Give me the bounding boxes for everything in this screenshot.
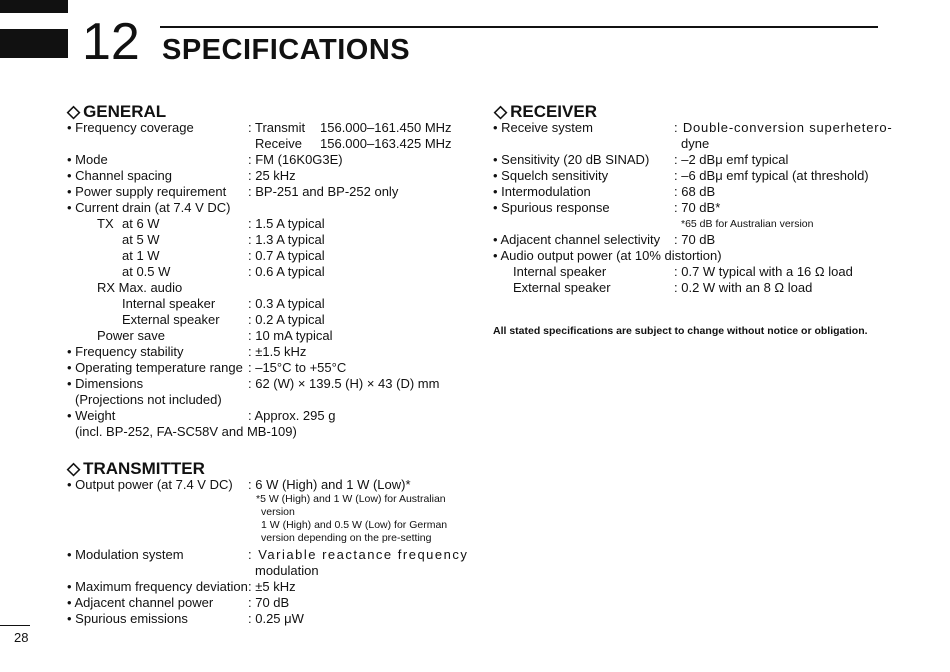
rx-int-value: : 0.7 W typical with a 16 Ω load [674, 264, 853, 279]
general-row-value: : Approx. 295 g [248, 408, 336, 423]
general-row-value: : Transmit [248, 120, 306, 135]
tx-spur-label: • Spurious emissions [67, 611, 188, 626]
tx-output-value: : 6 W (High) and 1 W (Low)* [248, 477, 411, 492]
general-row-sublabel: at 0.5 W [122, 264, 171, 279]
rx-int-label: Internal speaker [513, 264, 607, 279]
tx-note: version [261, 506, 295, 518]
general-row-value: : 62 (W) × 139.5 (H) × 43 (D) mm [248, 376, 440, 391]
rx-sens-value: : –2 dBμ emf typical [674, 152, 789, 167]
general-row-value: : 10 mA typical [248, 328, 333, 343]
page-number: 28 [14, 630, 29, 645]
general-row-value: : 25 kHz [248, 168, 296, 183]
rx-ext-value: : 0.2 W with an 8 Ω load [674, 280, 813, 295]
general-row-value: : –15°C to +55°C [248, 360, 347, 375]
disclaimer: All stated specifications are subject to change without notice or obligation. [493, 325, 868, 337]
tx-mod-value-cont: modulation [255, 563, 319, 578]
general-row-label: RX Max. audio [97, 280, 183, 295]
rx-im-value: : 68 dB [674, 184, 716, 199]
section-transmitter-title: TRANSMITTER [83, 459, 205, 478]
header-rule [160, 26, 878, 28]
general-row-label: • Dimensions [67, 376, 144, 391]
footer-rule [0, 625, 30, 626]
rx-audio-label: • Audio output power (at 10% distortion) [493, 248, 722, 263]
tx-note: 1 W (High) and 0.5 W (Low) for German [261, 519, 448, 531]
chapter-number: 12 [82, 13, 140, 71]
tx-output-label: • Output power (at 7.4 V DC) [67, 477, 233, 492]
tx-acp-label: • Adjacent channel power [67, 595, 214, 610]
general-row-value: : 1.5 A typical [248, 216, 325, 231]
section-general-heading [67, 102, 166, 122]
rx-sq-label: • Squelch sensitivity [493, 168, 609, 183]
rx-sens-label: • Sensitivity (20 dB SINAD) [493, 152, 650, 167]
tx-note: version depending on the pre-setting [261, 532, 432, 544]
general-row-value: : 0.6 A typical [248, 264, 325, 279]
tx-mod-value: : Variable reactance frequency [248, 547, 469, 562]
general-row-sublabel: at 1 W [122, 248, 160, 263]
general-row-label: • Weight [67, 408, 116, 423]
tx-note: *5 W (High) and 1 W (Low) for Australian [256, 493, 446, 505]
tx-spur-value: : 0.25 μW [248, 611, 304, 626]
general-row-extra: 156.000–163.425 MHz [320, 136, 452, 151]
general-row-label: Power save [97, 328, 165, 343]
general-row-label: • Power supply requirement [67, 184, 227, 199]
general-row-label: • Current drain (at 7.4 V DC) [67, 200, 231, 215]
rx-spur-value: : 70 dB* [674, 200, 721, 215]
general-row-extra: 156.000–161.450 MHz [320, 120, 452, 135]
general-row-sublabel: at 6 W [122, 216, 160, 231]
general-row-value: : FM (16K0G3E) [248, 152, 343, 167]
tx-dev-value: : ±5 kHz [248, 579, 296, 594]
rx-sys-label: • Receive system [493, 120, 593, 135]
section-transmitter-heading [67, 459, 205, 479]
diamond-icon: ◇ [67, 102, 81, 121]
rx-sq-value: : –6 dBμ emf typical (at threshold) [674, 168, 869, 183]
general-row-value: : 0.2 A typical [248, 312, 325, 327]
general-row-sublabel: at 5 W [122, 232, 160, 247]
general-row-value: : ±1.5 kHz [248, 344, 307, 359]
rx-spur-note: *65 dB for Australian version [681, 218, 814, 230]
general-row-sublabel: Internal speaker [122, 296, 216, 311]
general-row-label: • Channel spacing [67, 168, 173, 183]
section-general-title: GENERAL [83, 102, 167, 121]
chapter-title: SPECIFICATIONS [162, 34, 411, 66]
general-row-sublabel: External speaker [122, 312, 220, 327]
general-row-label: • Mode [67, 152, 108, 167]
rx-spur-label: • Spurious response [493, 200, 610, 215]
general-row-label: • Operating temperature range [67, 360, 243, 375]
general-row-value: : 0.7 A typical [248, 248, 325, 263]
rx-sys-value: : Double-conversion superhetero- [674, 120, 893, 135]
rx-sys-value-cont: dyne [681, 136, 710, 151]
section-receiver-heading [494, 102, 597, 122]
general-row-label: (incl. BP-252, FA-SC58V and MB-109) [75, 424, 297, 439]
general-row-label: • Frequency stability [67, 344, 184, 359]
general-row-label: • Frequency coverage [67, 120, 194, 135]
rx-adj-value: : 70 dB [674, 232, 716, 247]
section-receiver-title: RECEIVER [510, 102, 597, 121]
rx-adj-label: • Adjacent channel selectivity [493, 232, 661, 247]
rx-im-label: • Intermodulation [493, 184, 591, 199]
general-row-label: TX [97, 216, 114, 231]
general-row-value: : BP-251 and BP-252 only [248, 184, 399, 199]
diamond-icon: ◇ [494, 102, 508, 121]
rx-ext-label: External speaker [513, 280, 611, 295]
chapter-tab-marker [0, 29, 68, 58]
general-row-value: : 0.3 A typical [248, 296, 325, 311]
tx-dev-label: • Maximum frequency deviation [67, 579, 248, 594]
general-row-value: Receive [255, 136, 302, 151]
general-row-value: : 1.3 A typical [248, 232, 325, 247]
tx-acp-value: : 70 dB [248, 595, 290, 610]
tx-mod-label: • Modulation system [67, 547, 184, 562]
diamond-icon: ◇ [67, 459, 81, 478]
general-row-label: (Projections not included) [75, 392, 222, 407]
